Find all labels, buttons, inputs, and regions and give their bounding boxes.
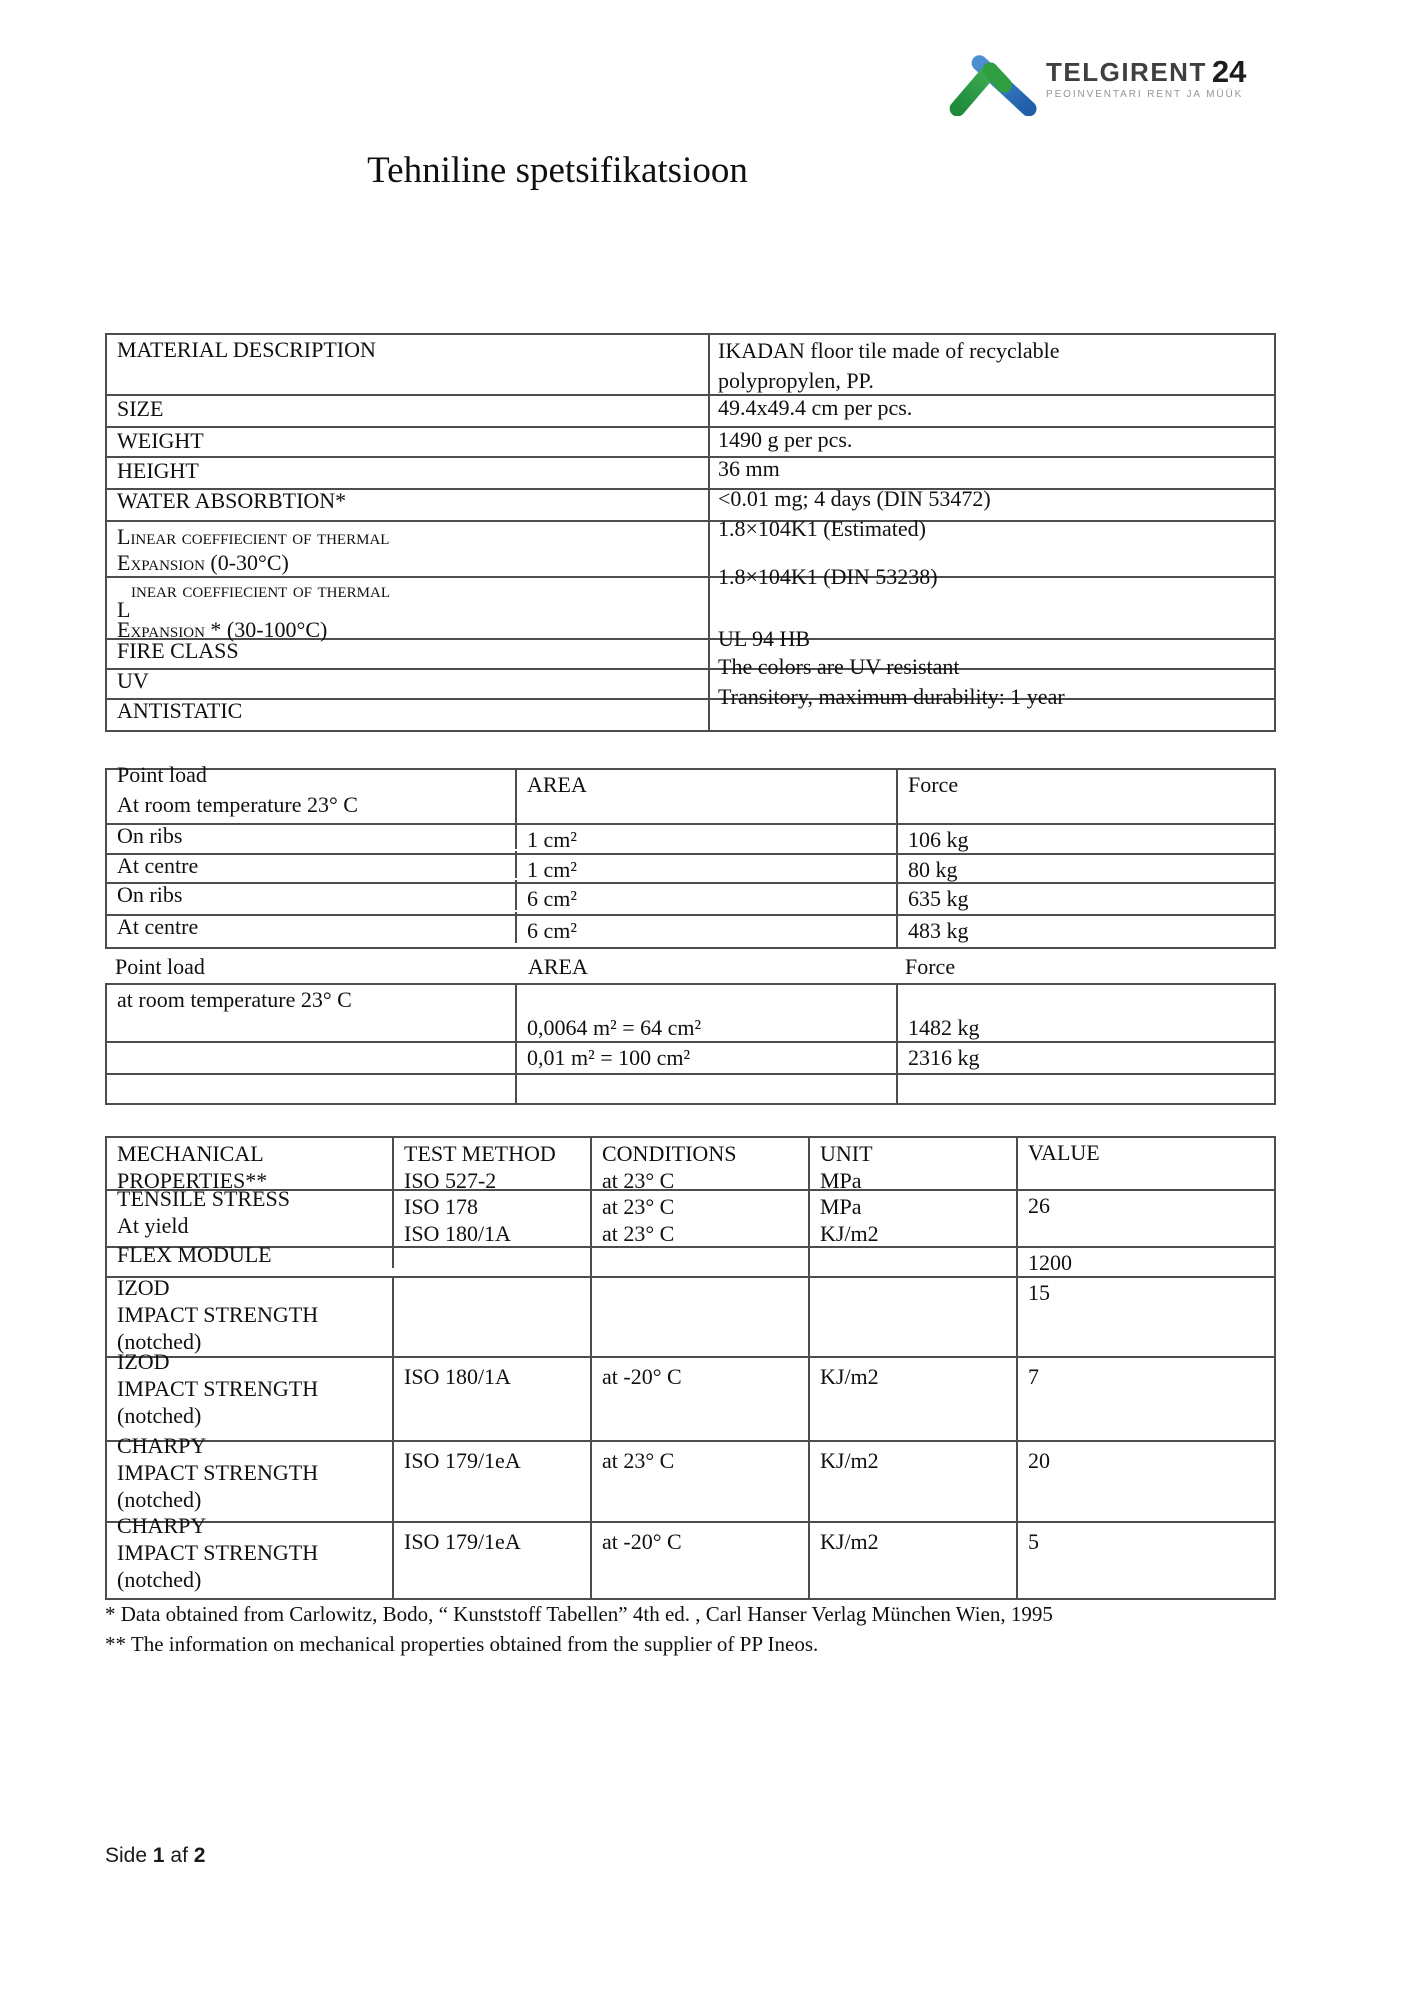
area-label: AREA xyxy=(528,954,588,979)
value: 20 xyxy=(1028,1448,1050,1473)
property-name xyxy=(107,1433,394,1521)
row-label: MATERIAL DESCRIPTION xyxy=(117,337,376,362)
test-method xyxy=(394,1191,592,1246)
conditions: at -20° C xyxy=(592,1358,810,1440)
header-line: TEST METHOD xyxy=(404,1141,556,1166)
property-line: IMPACT STRENGTH xyxy=(117,1540,319,1565)
point-load-table xyxy=(105,762,1276,949)
test-method xyxy=(394,1278,592,1356)
test-method xyxy=(394,1248,592,1276)
value: 26 xyxy=(1028,1193,1050,1218)
footer-page-number: 1 xyxy=(152,1844,165,1867)
empty-cell xyxy=(898,1075,1274,1103)
empty-cell xyxy=(107,1043,517,1073)
row-label: WATER ABSORBTION* xyxy=(117,488,347,513)
header-line: MPa xyxy=(820,1168,862,1193)
header-line: PROPERTIES** xyxy=(117,1168,268,1193)
table-row xyxy=(107,490,1274,522)
force-value: 2316 kg xyxy=(908,1045,980,1070)
material-value: 36 mm xyxy=(718,456,780,481)
material-value: <0.01 mg; 4 days (DIN 53472) xyxy=(718,486,991,511)
material-table xyxy=(105,333,1276,732)
force-value: 1482 kg xyxy=(908,1015,980,1040)
telgirent-logo-text xyxy=(1046,56,1306,100)
distributed-load-table xyxy=(105,983,1276,1105)
area-value: 1 cm² xyxy=(517,825,898,853)
property-line: IMPACT STRENGTH xyxy=(117,1460,319,1485)
col-header-conditions xyxy=(592,1138,810,1193)
unit xyxy=(810,1278,1018,1356)
property-name xyxy=(107,1349,394,1440)
row-label-line: Expansion (0-30°C) xyxy=(117,550,289,575)
unit xyxy=(810,1191,1018,1246)
footnote-1: * Data obtained from Carlowitz, Bodo, “ Kunststoff Tabellen” 4th ed. , Carl Hanser Verlag München Wien, 1995 xyxy=(105,1602,1053,1626)
material-value: Transitory, maximum durability: 1 year xyxy=(718,684,1065,709)
force-value: 106 kg xyxy=(908,827,969,852)
material-value: 1.8×104K1 (Estimated) xyxy=(718,516,926,541)
load-position: At centre xyxy=(107,851,517,878)
header-line: CONDITIONS xyxy=(602,1141,737,1166)
col-header-unit xyxy=(810,1138,1018,1193)
brand-tagline: PEOINVENTARI RENT JA MÜÜK xyxy=(1046,89,1244,100)
footer-total-pages: 2 xyxy=(193,1844,206,1867)
value: 5 xyxy=(1028,1529,1039,1554)
table-row xyxy=(107,1513,1274,1598)
material-value: 1.8×104K1 (DIN 53238) xyxy=(718,564,938,589)
property-line: CHARPY xyxy=(117,1513,207,1538)
brand-number: 24 xyxy=(1211,54,1247,89)
header-line: At room temperature 23° C xyxy=(117,792,358,817)
table-row xyxy=(107,1075,1274,1103)
area-value: 6 cm² xyxy=(517,884,898,914)
material-value: 49.4x49.4 cm per pcs. xyxy=(718,395,913,420)
property-line: IZOD xyxy=(117,1349,170,1374)
empty-cell xyxy=(107,1075,517,1103)
conditions-line: at 23° C xyxy=(602,1221,675,1246)
row-label xyxy=(107,577,708,642)
footnote-2: ** The information on mechanical properties obtained from the supplier of PP Ineos. xyxy=(105,1632,819,1656)
table-row xyxy=(107,700,1274,730)
value: 1200 xyxy=(1028,1250,1072,1275)
property-line: IMPACT STRENGTH xyxy=(117,1376,319,1401)
material-value: IKADAN floor tile made of recyclable xyxy=(718,338,1060,363)
force-header: Force xyxy=(908,772,959,797)
property-name xyxy=(107,1513,394,1598)
telgirent-logo-icon xyxy=(948,52,1040,121)
load-position: At centre xyxy=(107,912,517,943)
force-label: Force xyxy=(905,954,956,979)
row-label-line: inear coeffiecient of thermal xyxy=(131,577,390,602)
page-title: Tehniline spetsifikatsioon xyxy=(367,150,748,191)
row-label: FIRE CLASS xyxy=(117,638,239,663)
test-method-line: ISO 180/1A xyxy=(404,1221,511,1246)
col-header-properties xyxy=(107,1138,394,1193)
area-value: 1 cm² xyxy=(517,855,898,882)
material-value: polypropylen, PP. xyxy=(718,368,874,393)
force-value: 635 kg xyxy=(908,886,969,911)
page-number-footer xyxy=(105,1844,205,1868)
value: 15 xyxy=(1028,1280,1050,1305)
unit: KJ/m2 xyxy=(810,1442,1018,1521)
test-method: ISO 179/1eA xyxy=(394,1442,592,1521)
row-label-line: Expansion * (30-100°C) xyxy=(117,617,328,642)
point-load-label: Point load xyxy=(115,954,205,979)
material-value: UL 94 HB xyxy=(718,626,811,651)
conditions xyxy=(592,1191,810,1246)
unit: KJ/m2 xyxy=(810,1523,1018,1598)
header-line: MECHANICAL xyxy=(117,1141,264,1166)
conditions-line: at 23° C xyxy=(602,1194,675,1219)
row-label: ANTISTATIC xyxy=(117,698,243,723)
row-label: SIZE xyxy=(117,396,164,421)
empty-cell xyxy=(517,1075,898,1103)
property-line: (notched) xyxy=(117,1403,202,1428)
load-position: On ribs xyxy=(107,880,517,910)
unit-line: MPa xyxy=(820,1194,862,1219)
table-row xyxy=(107,396,1274,428)
conditions: at -20° C xyxy=(592,1523,810,1598)
property-line: TENSILE STRESS xyxy=(117,1186,290,1211)
point-load-header xyxy=(107,762,517,823)
area-value: 0,01 m² = 100 cm² xyxy=(517,1043,898,1073)
test-method: ISO 179/1eA xyxy=(394,1523,592,1598)
property-line: IZOD xyxy=(117,1275,170,1300)
row-label: UV xyxy=(117,668,149,693)
unit xyxy=(810,1248,1018,1276)
table-header-row xyxy=(107,1138,1274,1191)
property-line: CHARPY xyxy=(117,1433,207,1458)
brand-name: TELGIRENT xyxy=(1046,57,1207,87)
table-row xyxy=(107,335,1274,396)
table-row xyxy=(107,1043,1274,1075)
table-row xyxy=(107,428,1274,458)
table-row xyxy=(107,1275,1274,1358)
point-load-2-header xyxy=(105,949,1276,983)
header-line: at 23° C xyxy=(602,1168,675,1193)
conditions: at 23° C xyxy=(592,1442,810,1521)
table-row xyxy=(107,578,1274,640)
header-line: Point load xyxy=(117,762,207,787)
material-value: 1490 g per pcs. xyxy=(718,427,853,452)
row-label-line: L xyxy=(117,597,131,622)
property-line: (notched) xyxy=(117,1329,202,1354)
table-header-row xyxy=(107,762,1274,825)
table-row xyxy=(107,1433,1274,1523)
col-header-test-method xyxy=(394,1138,592,1193)
property-line: (notched) xyxy=(117,1567,202,1592)
footer-word: Side xyxy=(105,1844,148,1867)
conditions xyxy=(592,1278,810,1356)
unit: KJ/m2 xyxy=(810,1358,1018,1440)
mechanical-properties-table xyxy=(105,1136,1276,1600)
property-line: IMPACT STRENGTH xyxy=(117,1302,319,1327)
area-header: AREA xyxy=(517,770,898,823)
area-value: 6 cm² xyxy=(517,916,898,947)
test-method: ISO 180/1A xyxy=(394,1358,592,1440)
test-method-line: ISO 178 xyxy=(404,1194,478,1219)
property-name: FLEX MODULE xyxy=(107,1240,394,1268)
brand-line xyxy=(1046,56,1306,87)
row-label: HEIGHT xyxy=(117,458,199,483)
property-name xyxy=(107,1186,394,1246)
unit-line: KJ/m2 xyxy=(820,1221,879,1246)
row-label xyxy=(107,522,708,576)
tent-mark-icon xyxy=(948,52,1040,116)
table-row xyxy=(107,1349,1274,1442)
row-label: WEIGHT xyxy=(117,428,204,453)
force-value: 80 kg xyxy=(908,857,958,882)
force-value: 483 kg xyxy=(908,918,969,943)
load-position: On ribs xyxy=(107,821,517,849)
value: 7 xyxy=(1028,1364,1039,1389)
table-row xyxy=(107,522,1274,578)
property-line: At yield xyxy=(117,1213,189,1238)
header-line: ISO 527-2 xyxy=(404,1168,497,1193)
property-name xyxy=(107,1275,394,1356)
property-line: (notched) xyxy=(117,1487,202,1512)
material-value: The colors are UV resistant xyxy=(718,654,960,679)
col-header-value: VALUE xyxy=(1028,1140,1100,1165)
condition-label: at room temperature 23° C xyxy=(107,985,517,1041)
table-row xyxy=(107,916,1274,947)
row-label-line: Linear coeffiecient of thermal xyxy=(117,524,390,549)
table-row xyxy=(107,985,1274,1043)
area-value: 0,0064 m² = 64 cm² xyxy=(517,985,898,1041)
header-line: UNIT xyxy=(820,1141,873,1166)
footer-word: af xyxy=(170,1844,188,1867)
conditions xyxy=(592,1248,810,1276)
